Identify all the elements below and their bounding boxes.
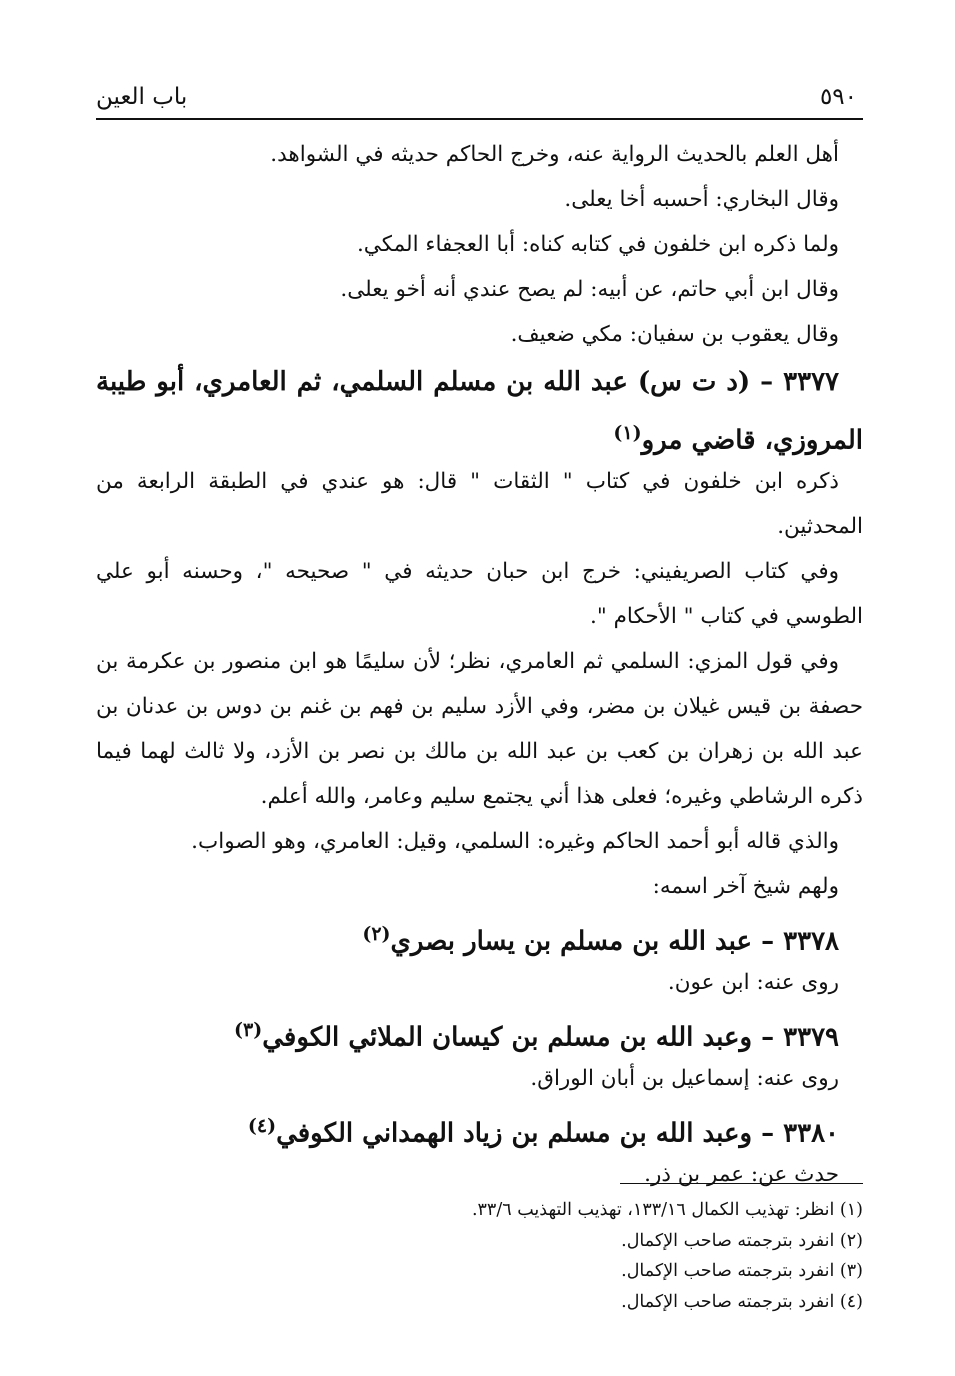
text-line: حصفة بن قيس غيلان بن مضر، وفي الأزد سليم بن فهم بن غنم بن دوس بن عدنان بن: [96, 694, 863, 719]
footnote-ref: (٢): [362, 923, 391, 945]
text-line: وقال ابن أبي حاتم، عن أبيه: لم يصح عندي أنه أخو يعلى.: [340, 277, 839, 302]
chapter-title: باب العين: [96, 84, 188, 110]
entry-heading: [96, 909, 863, 960]
entry-heading: [96, 1101, 863, 1152]
footnote: (١) انظر: تهذيب الكمال ١٣٣/١٦، تهذيب التهذيب ٣٣/٦.: [471, 1200, 863, 1220]
text-line: روى عنه: ابن عون.: [667, 970, 839, 995]
text-line: وفي قول المزي: السلمي ثم العامري، نظر؛ لأن سليمًا هو ابن منصور بن عكرمة بن: [96, 649, 839, 674]
entry-heading-text: ٣٣٧٩ – وعبد الله بن مسلم بن كيسان الملائي الكوفي: [262, 1022, 839, 1053]
text-line: ولما ذكره ابن خلفون في كتابه كناه: أبا العجفاء المكي.: [356, 232, 839, 257]
text-line: أهل العلم بالحديث الرواية عنه، وخرج الحاكم حديثه في الشواهد.: [270, 142, 839, 167]
entry-heading-text: ٣٣٧٨ – عبد الله بن مسلم بن يسار بصري: [390, 926, 839, 957]
footnote: (٣) انفرد بترجمته صاحب الإكمال.: [621, 1261, 863, 1281]
entry-heading-text: المروزي، قاضي مرو: [641, 425, 863, 456]
text-line: والذي قاله أبو أحمد الحاكم وغيره: السلمي، وقيل: العامري، وهو الصواب.: [191, 829, 839, 854]
text-line: الطوسي في كتاب " الأحكام ".: [590, 604, 863, 629]
entry-heading-text: ٣٣٨٠ – وعبد الله بن مسلم بن زياد الهمداني الكوفي: [276, 1118, 839, 1149]
entry-heading: [96, 1005, 863, 1056]
footnote: (٤) انفرد بترجمته صاحب الإكمال.: [621, 1291, 863, 1312]
text-line: روى عنه: إسماعيل بن أبان الوراق.: [530, 1066, 839, 1091]
footnote-ref: (٤): [247, 1115, 277, 1137]
text-line: حدث عن: عمر بن ذر.: [644, 1162, 839, 1187]
text-line: المحدثين.: [777, 514, 863, 539]
footnote-ref: (١): [613, 422, 642, 444]
text-line: ولهم شيخ آخر اسمه:: [652, 874, 839, 899]
text-line: وقال البخاري: أحسبه أخا يعلى.: [564, 187, 839, 212]
text-line: وقال يعقوب بن سفيان: مكي ضعيف.: [510, 322, 839, 347]
text-line: ذكره ابن خلفون في كتاب " الثقات " قال: هو عندي في الطبقة الرابعة من: [96, 469, 839, 494]
footnote: (٢) انفرد بترجمته صاحب الإكمال.: [621, 1230, 863, 1251]
text-line: ذكره الرشاطي وغيره؛ فعلى هذا أني يجتمع سليم وعامر، والله أعلم.: [260, 784, 863, 809]
page-body: [96, 132, 863, 1197]
text-line: عبد الله بن زهران بن كعب بن عبد الله بن مالك بن نصر بن الأزد، ولا ثالث لهما فيما: [96, 739, 863, 764]
entry-heading: ٣٣٧٧ – (د ت س) عبد الله بن مسلم السلمي، ثم العامري، أبو طيبة: [96, 367, 839, 397]
page-header: [96, 78, 863, 120]
text-line: وفي كتاب الصريفيني: خرج ابن حبان حديثه في " صحيحه "، وحسنه أبو علي: [96, 559, 839, 584]
footnote-ref: (٣): [234, 1019, 263, 1041]
page-number: ٥٩٠: [819, 84, 857, 110]
entry-heading: [96, 408, 863, 459]
footnotes: [96, 1195, 863, 1317]
footnote-divider: [620, 1183, 863, 1184]
